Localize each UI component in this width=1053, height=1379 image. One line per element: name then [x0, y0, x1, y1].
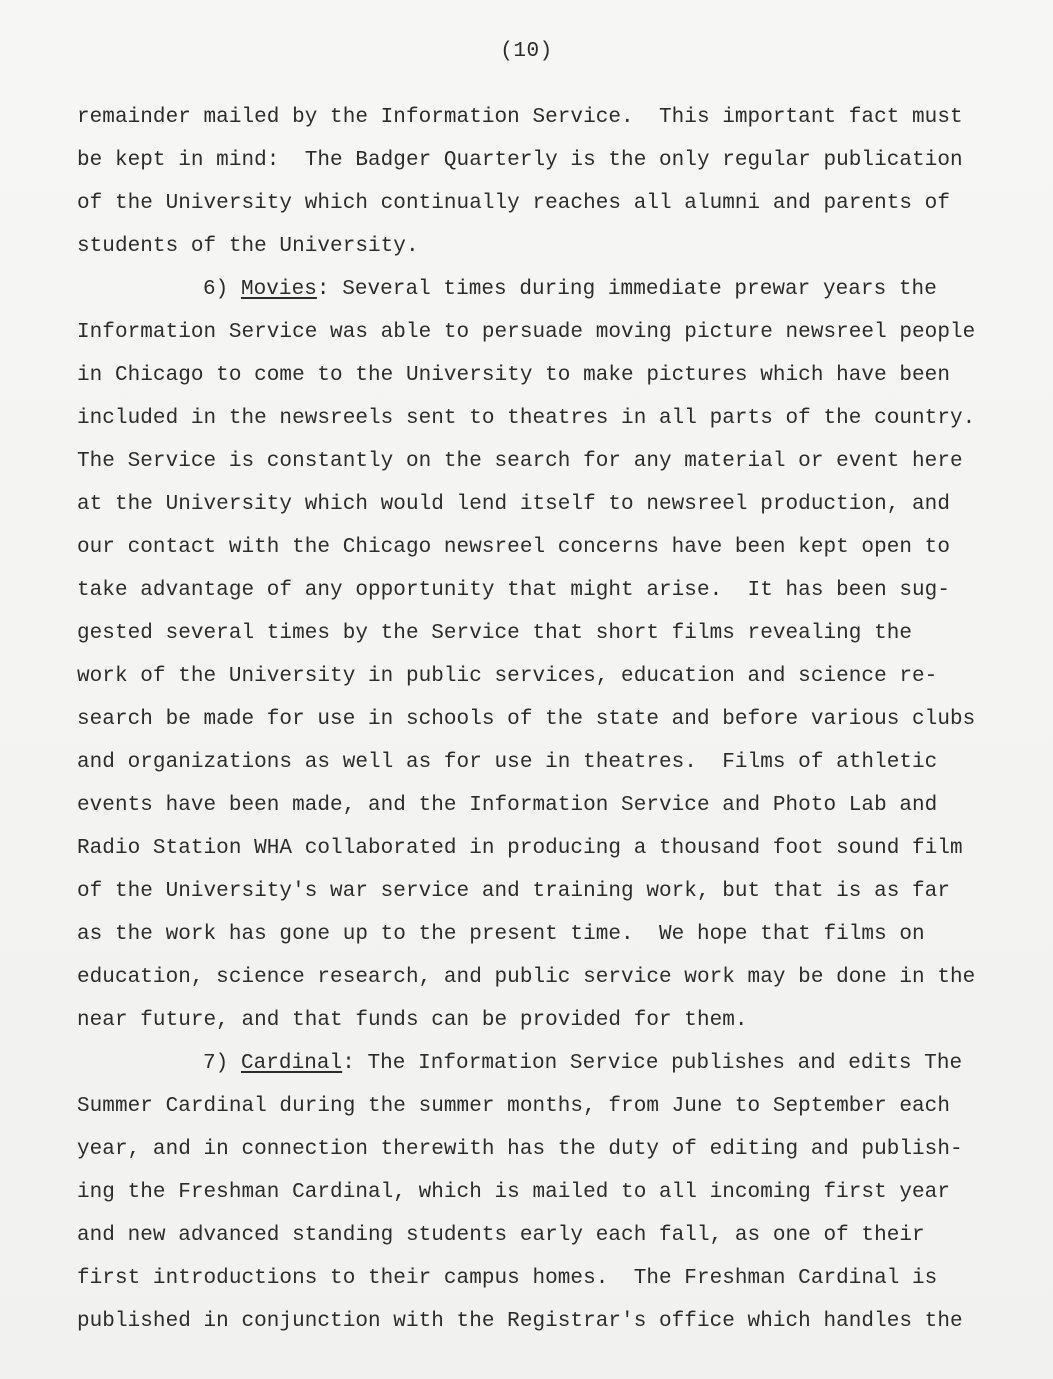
text-line: near future, and that funds can be provided for them.: [77, 1009, 748, 1032]
section-cardinal-line: [77, 1046, 1007, 1089]
text-line: and new advanced standing students early each fall, as one of their: [77, 1224, 925, 1247]
text-line: and organizations as well as for use in theatres. Films of athletic: [77, 751, 938, 774]
text-line: Radio Station WHA collaborated in producing a thousand foot sound film: [77, 837, 963, 860]
text-line: students of the University.: [77, 235, 419, 258]
text-line: included in the newsreels sent to theatres in all parts of the country.: [77, 407, 976, 430]
body-text: [77, 100, 1007, 1347]
text-line: at the University which would lend itself to newsreel production, and: [77, 493, 950, 516]
section-heading-cardinal: Cardinal: [240, 1052, 343, 1075]
text-line: our contact with the Chicago newsreel concerns have been kept open to: [77, 536, 950, 559]
section-heading-movies: Movies: [240, 278, 317, 301]
text-line: events have been made, and the Information Service and Photo Lab and: [77, 794, 938, 817]
text-line: of the University which continually reaches all alumni and parents of: [77, 192, 950, 215]
text-line: first introductions to their campus homes. The Freshman Cardinal is: [77, 1267, 938, 1290]
section-intro-text: : The Information Service publishes and edits The: [342, 1052, 963, 1075]
text-line: as the work has gone up to the present time. We hope that films on: [77, 923, 925, 946]
text-line: search be made for use in schools of the state and before various clubs: [77, 708, 976, 731]
text-line: The Service is constantly on the search for any material or event here: [77, 450, 963, 473]
text-line: take advantage of any opportunity that might arise. It has been sug-: [77, 579, 950, 602]
text-line: Summer Cardinal during the summer months, from June to September each: [77, 1095, 950, 1118]
text-line: remainder mailed by the Information Service. This important fact must: [77, 106, 963, 129]
text-line: Information Service was able to persuade moving picture newsreel people: [77, 321, 976, 344]
section-movies-line: [77, 272, 1007, 315]
text-line: education, science research, and public service work may be done in the: [77, 966, 976, 989]
section-number: 7): [203, 1052, 241, 1075]
section-intro-text: : Several times during immediate prewar years the: [316, 278, 937, 301]
text-line: be kept in mind: The Badger Quarterly is the only regular publication: [77, 149, 963, 172]
text-line: of the University's war service and training work, but that is as far: [77, 880, 950, 903]
text-line: work of the University in public services, education and science re-: [77, 665, 938, 688]
text-line: published in conjunction with the Registrar's office which handles the: [77, 1310, 963, 1333]
text-line: in Chicago to come to the University to make pictures which have been: [77, 364, 950, 387]
text-line: ing the Freshman Cardinal, which is mailed to all incoming first year: [77, 1181, 950, 1204]
section-number: 6): [203, 278, 241, 301]
page-number: (10): [500, 40, 553, 63]
text-line: gested several times by the Service that short films revealing the: [77, 622, 913, 645]
text-line: year, and in connection therewith has the duty of editing and publish-: [77, 1138, 963, 1161]
